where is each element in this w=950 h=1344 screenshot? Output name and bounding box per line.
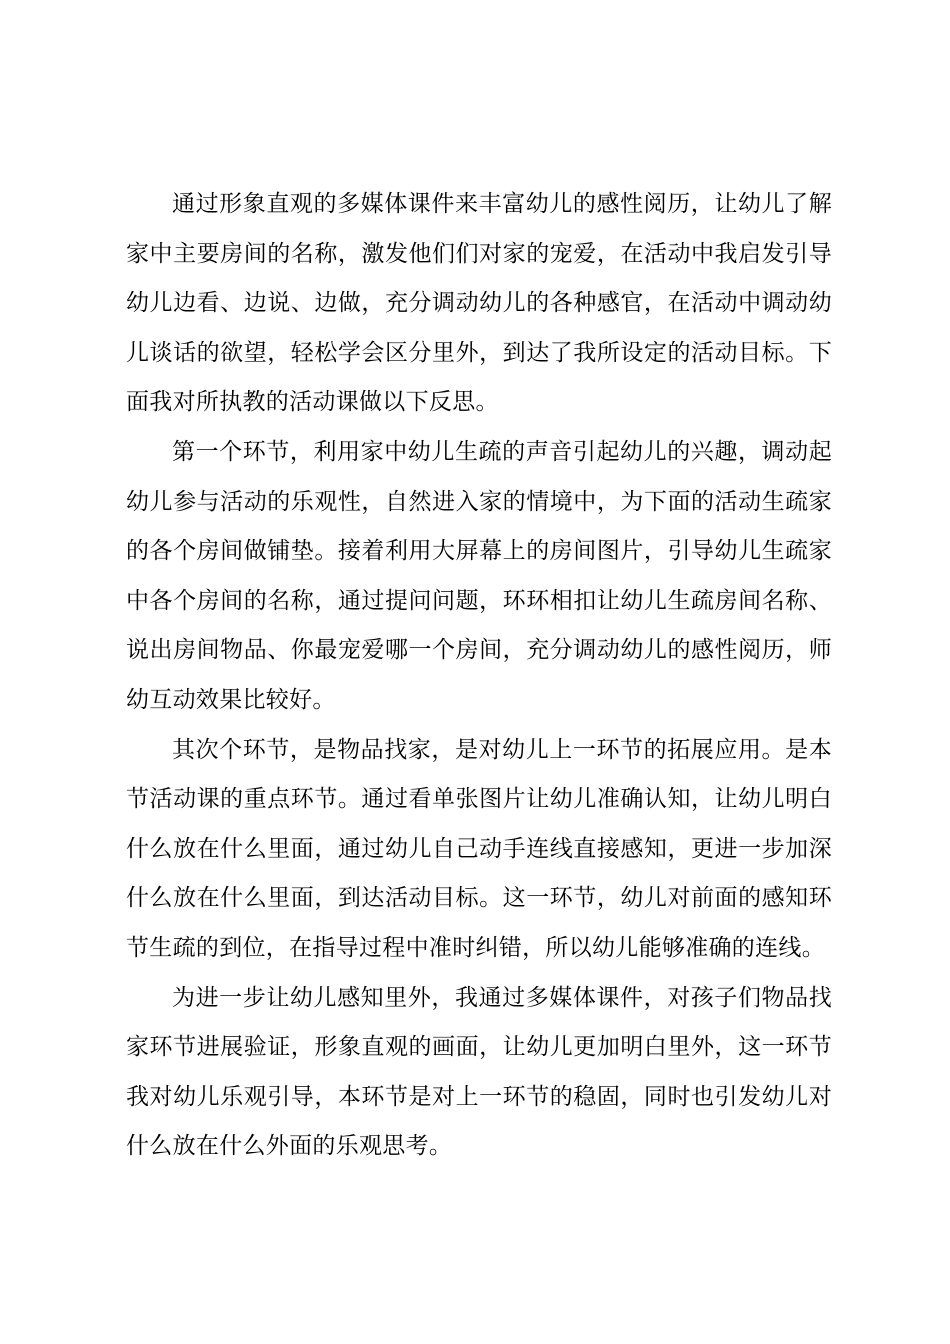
paragraph-1: 通过形象直观的多媒体课件来丰富幼儿的感性阅历，让幼儿了解家中主要房间的名称，激发他们们对家的宠爱，在活动中我启发引导幼儿边看、边说、边做，充分调动幼儿的各种感官，在活动中调动幼儿谈话的欲望，轻松学会区分里外，到达了我所设定的活动目标。下面我对所执教的活动课做以下反思。 <box>126 191 832 416</box>
paragraph-2: 第一个环节，利用家中幼儿生疏的声音引起幼儿的兴趣，调动起幼儿参与活动的乐观性，自然进入家的情境中，为下面的活动生疏家的各个房间做铺垫。接着利用大屏幕上的房间图片，引导幼儿生疏家中各个房间的名称，通过提问问题，环环相扣让幼儿生疏房间名称、说出房间物品、你最宠爱哪一个房间，充分调动幼儿的感性阅历，师幼互动效果比较好。 <box>126 438 832 713</box>
paragraph-3: 其次个环节，是物品找家，是对幼儿上一环节的拓展应用。是本节活动课的重点环节。通过看单张图片让幼儿准确认知，让幼儿明白什么放在什么里面，通过幼儿自己动手连线直接感知，更进一步加深什么放在什么里面，到达活动目标。这一环节，幼儿对前面的感知环节生疏的到位，在指导过程中准时纠错，所以幼儿能够准确的连线。 <box>126 736 832 961</box>
document-body <box>126 180 832 1172</box>
paragraph-4: 为进一步让幼儿感知里外，我通过多媒体课件，对孩子们物品找家环节进展验证，形象直观的画面，让幼儿更加明白里外，这一环节我对幼儿乐观引导，本环节是对上一环节的稳固，同时也引发幼儿对什么放在什么外面的乐观思考。 <box>126 984 832 1160</box>
